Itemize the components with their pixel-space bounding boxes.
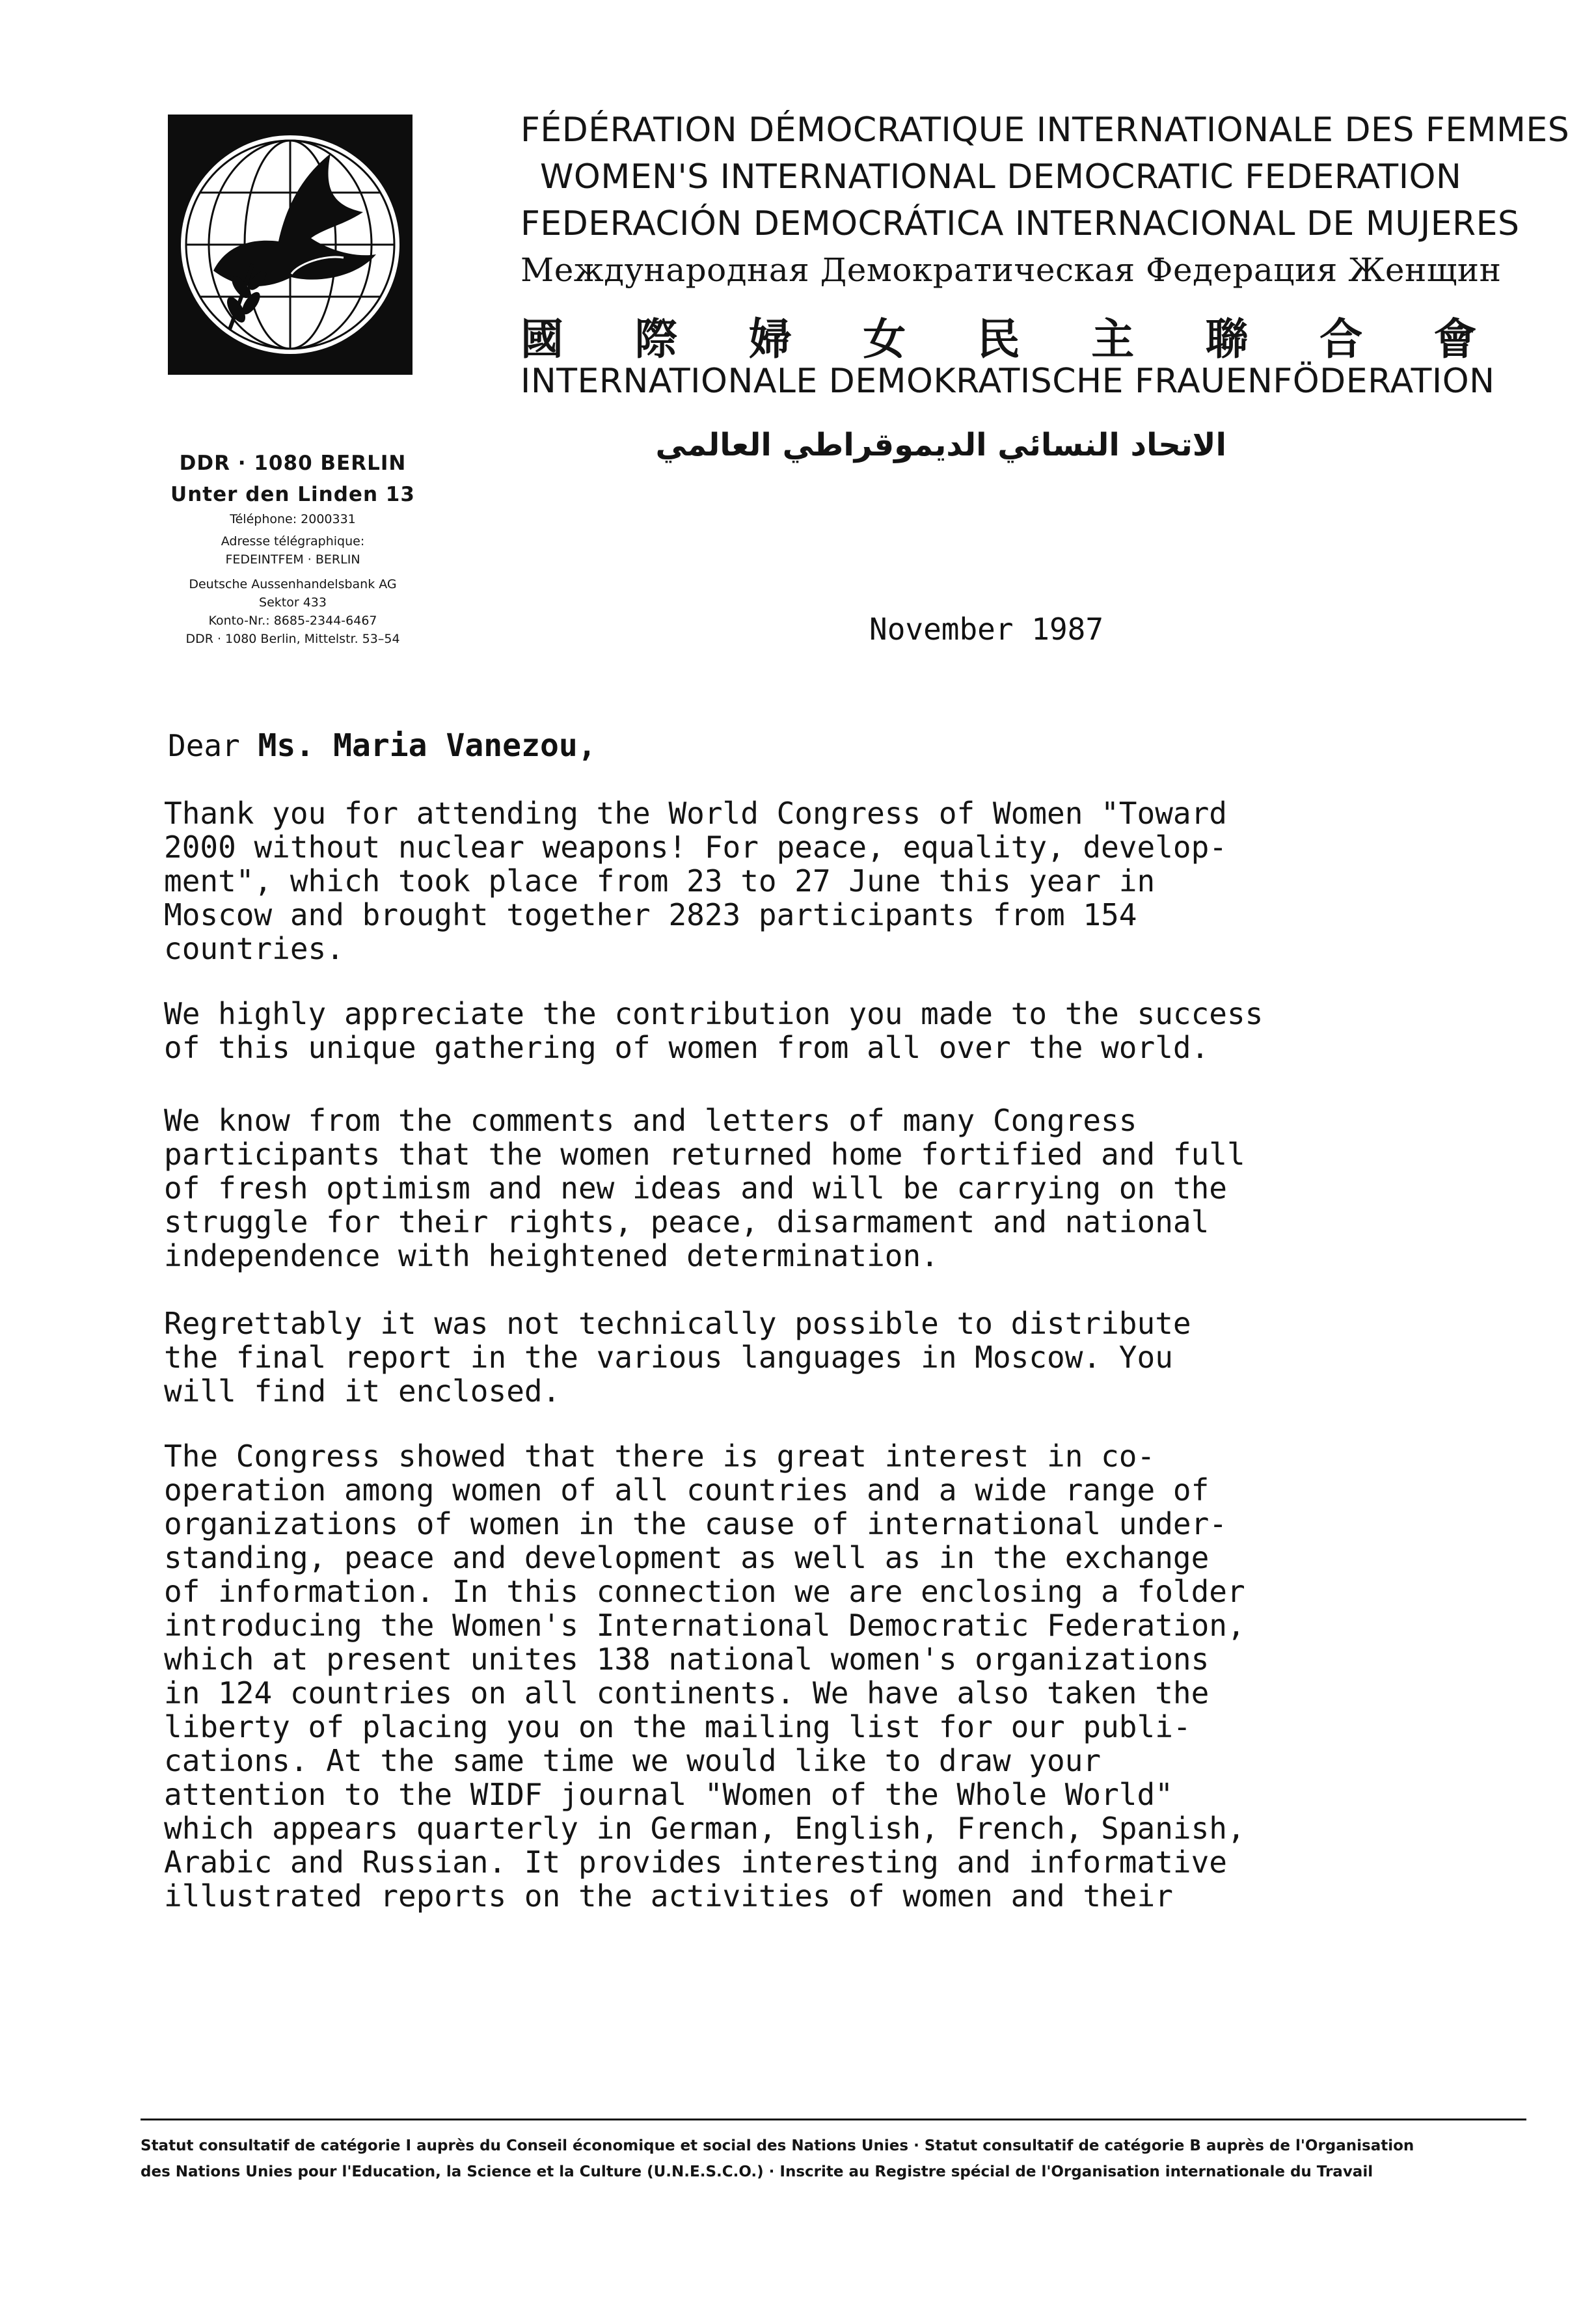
zh-char: 女: [863, 314, 906, 364]
address-street: Unter den Linden 13: [170, 483, 415, 506]
address-telegraph: FEDEINTFEM · BERLIN: [225, 552, 360, 567]
body-paragraph: The Congress showed that there is great interest in co- operation among women of all countries and a wide range of organizations of women in the cause of international under- standing, peace and development as well as in the exchange of information. In this connection we are enclosing a folder introducing the Women's International Democratic Federation, which at present unites 138 national women's organizations in 124 countries on all continents. We have also taken the liberty of placing you on the mailing list for our publi- cations. At the same time we would like to draw your attention to the WIDF journal "Women of the Whole World" which appears quarterly in German, English, French, Spanish, Arabic and Russian. It provides interesting and informative illustrated reports on the activities of women and their: [164, 1439, 1245, 1914]
federation-name-de: INTERNATIONALE DEMOKRATISCHE FRAUENFÖDERATION: [521, 362, 1495, 401]
body-paragraph: Regrettably it was not technically possible to distribute the final report in the various languages in Moscow. You will find it enclosed.: [164, 1306, 1191, 1409]
zh-char: 國: [521, 314, 564, 364]
zh-char: 婦: [748, 314, 792, 364]
wfdf-logo: [168, 115, 413, 375]
address-sektor: Sektor 433: [259, 595, 327, 610]
zh-char: 會: [1433, 314, 1477, 364]
zh-char: 合: [1319, 314, 1363, 364]
address-bank: Deutsche Aussenhandelsbank AG: [189, 577, 397, 591]
address-city: DDR · 1080 BERLIN: [179, 452, 407, 475]
zh-char: 際: [634, 314, 678, 364]
footer-divider: [141, 2119, 1526, 2120]
salutation: [168, 727, 597, 764]
federation-name-ar: الاتحاد النسائي الديموقراطي العالمي: [655, 427, 1226, 463]
body-paragraph: We know from the comments and letters of many Congress participants that the women returned home fortified and full of fresh optimism and new ideas and will be carrying on the struggle for their rights, peace, disarmament and national independence with heightened determination.: [164, 1103, 1245, 1273]
address-telephone: Téléphone: 2000331: [230, 512, 356, 526]
address-bank-street: DDR · 1080 Berlin, Mittelstr. 53–54: [185, 632, 400, 646]
federation-name-ru: Международная Демократическая Федерация Женщин: [521, 251, 1502, 289]
federation-name-es: FEDERACIÓN DEMOCRÁTICA INTERNACIONAL DE MUJERES: [521, 204, 1520, 243]
zh-char: 主: [1091, 314, 1135, 364]
recipient-name: Ms. Maria Vanezou,: [258, 727, 597, 764]
sender-address: [150, 448, 436, 648]
dove-globe-emblem: [168, 115, 413, 375]
footer-line: Statut consultatif de catégorie I auprès du Conseil économique et social des Nations Unies · Statut consultatif de catégorie B auprès de l'Organisation: [141, 2137, 1414, 2154]
address-konto: Konto-Nr.: 8685-2344-6467: [208, 614, 377, 628]
body-paragraph: Thank you for attending the World Congress of Women "Toward 2000 without nuclear weapons! For peace, equality, develop- ment", which took place from 23 to 27 June this year in Moscow and brought together 2823 participants from 154 countries.: [164, 796, 1227, 966]
footer-line: des Nations Unies pour l'Education, la Science et la Culture (U.N.E.S.C.O.) · Inscrite au Registre spécial de l'Organisation internationale du Travail: [141, 2163, 1373, 2180]
salutation-dear: Dear: [168, 728, 240, 763]
federation-name-en: WOMEN'S INTERNATIONAL DEMOCRATIC FEDERATION: [540, 157, 1462, 196]
body-paragraph: We highly appreciate the contribution you made to the success of this unique gathering of women from all over the world.: [164, 996, 1264, 1065]
federation-name-fr: FÉDÉRATION DÉMOCRATIQUE INTERNATIONALE DES FEMMES: [521, 111, 1570, 150]
federation-name-zh: [521, 305, 1477, 366]
footer-status: [141, 2133, 1526, 2185]
address-telegraph-label: Adresse télégraphique:: [221, 534, 365, 548]
letter-date: November 1987: [869, 612, 1104, 647]
zh-char: 民: [977, 314, 1021, 364]
zh-char: 聯: [1205, 314, 1249, 364]
